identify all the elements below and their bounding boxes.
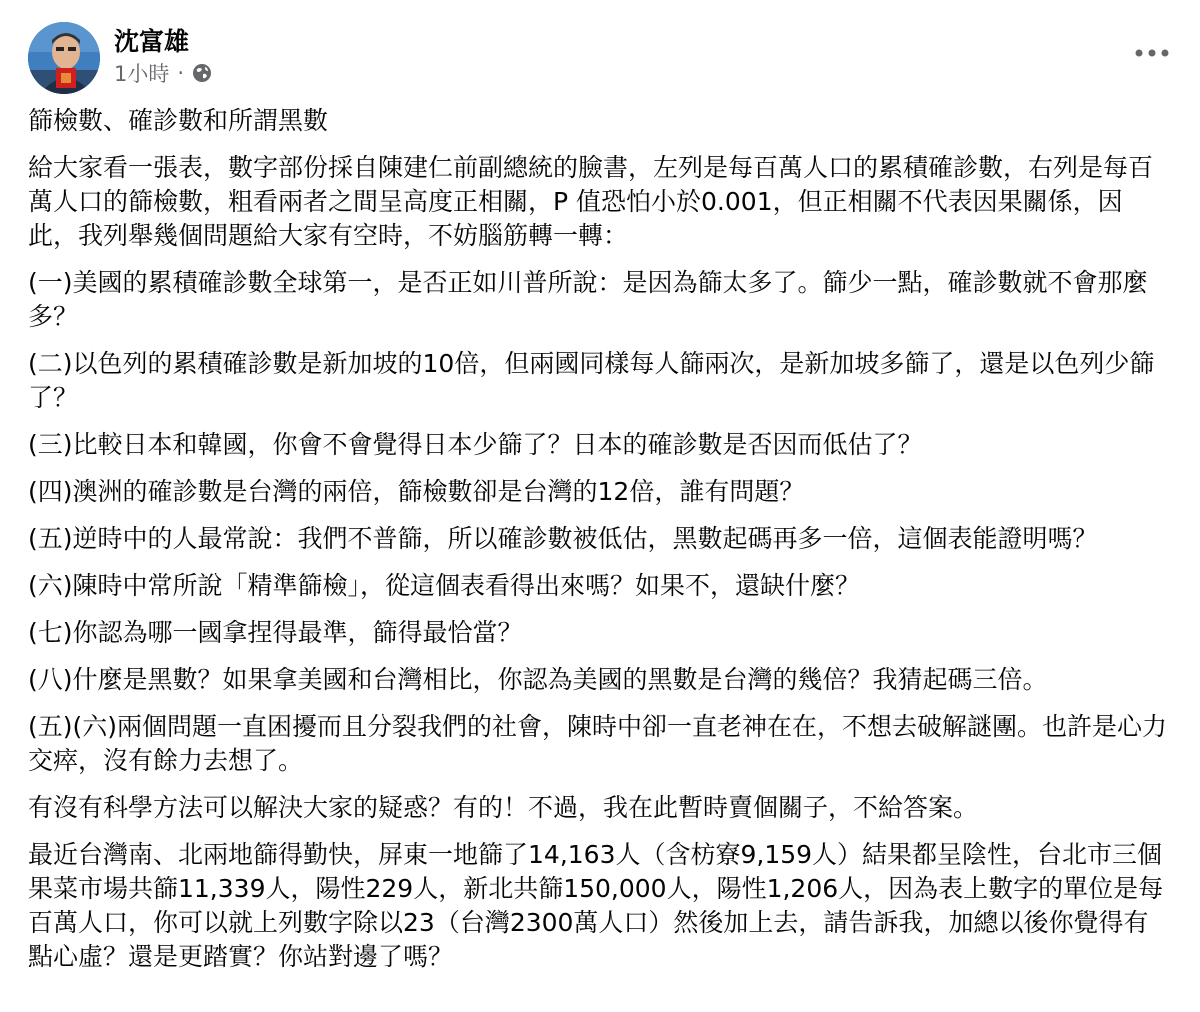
post-timestamp[interactable]: 1小時: [114, 62, 170, 86]
post-paragraph: 給大家看一張表，數字部份採自陳建仁前副總統的臉書，左列是每百萬人口的累積確診數，右列是每百萬人口的篩檢數，粗看兩者之間呈高度正相關，P 值恐怕小於0.001，但正相關不代表因果關係，因此，我列舉幾個問題給大家有空時，不妨腦筋轉一轉：: [28, 153, 1154, 250]
post-paragraph: (八)什麼是黑數？如果拿美國和台灣相比，你認為美國的黑數是台灣的幾倍？我猜起碼三倍。: [28, 665, 1048, 694]
post-paragraph: (五)逆時中的人最常說：我們不普篩，所以確診數被低估，黑數起碼再多一倍，這個表能證明嗎？: [28, 524, 1098, 553]
post-paragraph: 有沒有科學方法可以解決大家的疑惑？有的！不過，我在此暫時賣個關子，不給答案。: [28, 793, 979, 822]
post-paragraph: 篩檢數、確診數和所謂黑數: [28, 106, 329, 135]
post-meta: [114, 58, 212, 88]
post-paragraph: (七)你認為哪一國拿捏得最準，篩得最恰當？: [28, 618, 523, 647]
post-paragraph: (六)陳時中常所說「精準篩檢」，從這個表看得出來嗎？如果不，還缺什麼？: [28, 571, 861, 600]
globe-icon: [192, 63, 212, 83]
post-body: [28, 104, 1168, 987]
post-paragraph: (二)以色列的累積確診數是新加坡的10倍，但兩國同樣每人篩兩次，是新加坡多篩了，還是以色列少篩了？: [28, 349, 1155, 412]
post-paragraph: 最近台灣南、北兩地篩得勤快，屏東一地篩了14,163人（含枋寮9,159人）結果都呈陰性，台北市三個果菜市場共篩11,339人，陽性229人，新北共篩150,000人，陽性1,206人，因為表上數字的單位是每百萬人口，你可以就上列數字除以23（台灣2300萬人口）然後加上去，請告訴我，加總以後你覺得有點心虛？還是更踏實？你站對邊了嗎？: [28, 840, 1164, 971]
post-header: [28, 22, 1178, 92]
post-paragraph: (一)美國的累積確診數全球第一，是否正如川普所說：是因為篩太多了。篩少一點，確診數就不會那麼多？: [28, 268, 1148, 331]
more-options-icon[interactable]: [1132, 38, 1172, 68]
post-paragraph: (五)(六)兩個問題一直困擾而且分裂我們的社會，陳時中卻一直老神在在，不想去破解謎團。也許是心力交瘁，沒有餘力去想了。: [28, 712, 1168, 775]
post-paragraph: (四)澳洲的確診數是台灣的兩倍，篩檢數卻是台灣的12倍，誰有問題？: [28, 477, 805, 506]
avatar-image: [28, 22, 100, 94]
avatar[interactable]: [28, 22, 100, 94]
author-name[interactable]: 沈富雄: [114, 27, 190, 56]
post-paragraph: (三)比較日本和韓國，你會不會覺得日本少篩了？日本的確診數是否因而低估了？: [28, 430, 923, 459]
meta-separator: ·: [177, 61, 185, 85]
